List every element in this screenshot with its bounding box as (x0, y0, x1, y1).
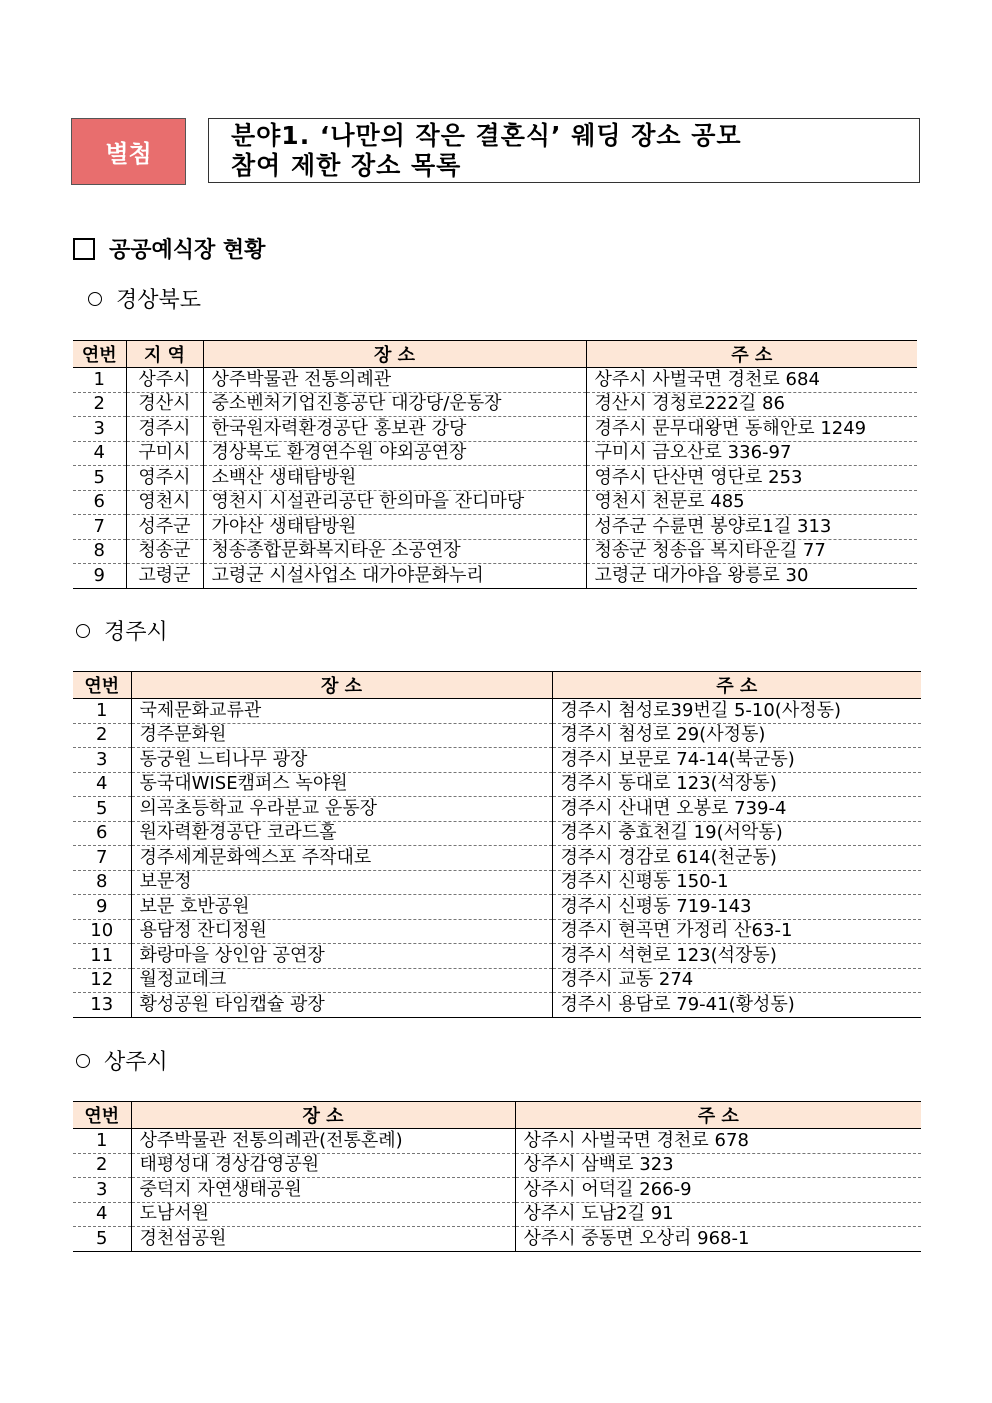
col-header-no: 연번 (73, 1102, 131, 1129)
table-cell: 청송군 청송읍 복지타운길 77 (586, 539, 917, 564)
table-cell: 경주시 신평동 150-1 (552, 870, 921, 895)
table-cell: 상주시 중동면 오상리 968-1 (515, 1227, 921, 1252)
table-cell: 원자력환경공단 코라드홀 (131, 821, 552, 846)
table-cell: 보문정 (131, 870, 552, 895)
circle-bullet-icon (88, 292, 102, 306)
table-cell: 영주시 단산면 영단로 253 (586, 466, 917, 491)
table-row (73, 1178, 921, 1203)
table-cell: 가야산 생태탐방원 (203, 515, 586, 540)
subheading-gyeongbuk (88, 283, 201, 314)
subheading-label: 경주시 (104, 620, 168, 645)
col-header-address: 주 소 (552, 672, 921, 699)
table-row (73, 870, 921, 895)
table-cell: 고령군 (126, 564, 203, 589)
table-cell: 상주시 사벌국면 경천로 678 (515, 1129, 921, 1154)
table-row (73, 993, 921, 1018)
table-cell: 경주시 신평동 719-143 (552, 895, 921, 920)
attachment-badge: 별첨 (71, 118, 186, 185)
table-cell: 10 (73, 919, 131, 944)
table-cell: 경주시 용담로 79-41(황성동) (552, 993, 921, 1018)
table-cell: 성주군 (126, 515, 203, 540)
table-row (73, 821, 921, 846)
table-cell: 상주시 (126, 368, 203, 393)
table-cell: 5 (73, 1227, 131, 1252)
table-cell: 3 (73, 1178, 131, 1203)
table-cell: 월정교데크 (131, 968, 552, 993)
col-header-no: 연번 (73, 672, 131, 699)
table-cell: 13 (73, 993, 131, 1018)
table-cell: 경산시 (126, 392, 203, 417)
table-cell: 8 (73, 539, 126, 564)
table-cell: 영천시 시설관리공단 한의마을 잔디마당 (203, 490, 586, 515)
table-cell: 청송종합문화복지타운 소공연장 (203, 539, 586, 564)
table-row (73, 699, 921, 724)
table-cell: 11 (73, 944, 131, 969)
col-header-place: 장 소 (203, 341, 586, 368)
sangju-table-body (73, 1129, 921, 1252)
table-cell: 5 (73, 797, 131, 822)
col-header-place: 장 소 (131, 1102, 515, 1129)
table-cell: 상주시 사벌국면 경천로 684 (586, 368, 917, 393)
table-cell: 구미시 금오산로 336-97 (586, 441, 917, 466)
table-row (73, 466, 917, 491)
table-cell: 상주시 도남2길 91 (515, 1202, 921, 1227)
table-cell: 경주시 현곡면 가정리 산63-1 (552, 919, 921, 944)
table-cell: 상주박물관 전통의례관(전통혼례) (131, 1129, 515, 1154)
table-cell: 4 (73, 441, 126, 466)
table-cell: 상주박물관 전통의례관 (203, 368, 586, 393)
gyeongbuk-table (73, 340, 917, 589)
gyeongju-table-body (73, 699, 921, 1018)
table-cell: 경주시 경감로 614(천군동) (552, 846, 921, 871)
table-cell: 경천섬공원 (131, 1227, 515, 1252)
gyeongju-table (73, 671, 921, 1018)
circle-bullet-icon (76, 1054, 90, 1068)
table-cell: 경주시 충효천길 19(서악동) (552, 821, 921, 846)
table-cell: 6 (73, 821, 131, 846)
table-cell: 용담정 잔디정원 (131, 919, 552, 944)
table-cell: 9 (73, 564, 126, 589)
table-cell: 황성공원 타임캡슐 광장 (131, 993, 552, 1018)
table-cell: 경주시 첨성로 29(사정동) (552, 723, 921, 748)
table-cell: 동궁원 느티나무 광장 (131, 748, 552, 773)
circle-bullet-icon (76, 624, 90, 638)
table-cell: 3 (73, 748, 131, 773)
table-cell: 구미시 (126, 441, 203, 466)
table-cell: 청송군 (126, 539, 203, 564)
table-cell: 2 (73, 392, 126, 417)
table-cell: 12 (73, 968, 131, 993)
table-cell: 경주문화원 (131, 723, 552, 748)
table-cell: 화랑마을 상인암 공연장 (131, 944, 552, 969)
table-row (73, 944, 921, 969)
table-cell: 경주시 첨성로39번길 5-10(사정동) (552, 699, 921, 724)
subheading-sangju (76, 1045, 168, 1076)
table-row (73, 772, 921, 797)
table-cell: 상주시 삼백로 323 (515, 1153, 921, 1178)
table-cell: 경주시 보문로 74-14(북군동) (552, 748, 921, 773)
title-line-1: 분야1. ‘나만의 작은 결혼식’ 웨딩 장소 공모 (231, 121, 742, 150)
table-cell: 경주시 교동 274 (552, 968, 921, 993)
table-cell: 4 (73, 772, 131, 797)
section-heading (73, 233, 265, 264)
table-cell: 경주시 석현로 123(석장동) (552, 944, 921, 969)
table-cell: 고령군 시설사업소 대가야문화누리 (203, 564, 586, 589)
col-header-region: 지 역 (126, 341, 203, 368)
table-cell: 중덕지 자연생태공원 (131, 1178, 515, 1203)
table-cell: 경주시 (126, 417, 203, 442)
table-cell: 4 (73, 1202, 131, 1227)
table-row (73, 490, 917, 515)
table-cell: 7 (73, 846, 131, 871)
table-cell: 경주세계문화엑스포 주작대로 (131, 846, 552, 871)
title-line-2: 참여 제한 장소 목록 (231, 151, 462, 180)
table-row (73, 895, 921, 920)
table-cell: 보문 호반공원 (131, 895, 552, 920)
table-cell: 경주시 동대로 123(석장동) (552, 772, 921, 797)
table-cell: 영천시 (126, 490, 203, 515)
table-row (73, 539, 917, 564)
table-cell: 성주군 수륜면 봉양로1길 313 (586, 515, 917, 540)
table-cell: 2 (73, 723, 131, 748)
table-cell: 상주시 어덕길 266-9 (515, 1178, 921, 1203)
table-row (73, 723, 921, 748)
checkbox-icon (73, 238, 95, 260)
table-cell: 도남서원 (131, 1202, 515, 1227)
table-cell: 동국대WISE캠퍼스 녹야원 (131, 772, 552, 797)
table-row (73, 417, 917, 442)
table-cell: 영천시 천문로 485 (586, 490, 917, 515)
table-cell: 5 (73, 466, 126, 491)
table-cell: 의곡초등학교 우라분교 운동장 (131, 797, 552, 822)
table-row (73, 564, 917, 589)
table-row (73, 797, 921, 822)
table-header-row (73, 672, 921, 699)
subheading-label: 경상북도 (116, 288, 202, 313)
table-cell: 고령군 대가야읍 왕릉로 30 (586, 564, 917, 589)
table-cell: 1 (73, 1129, 131, 1154)
table-row (73, 441, 917, 466)
col-header-place: 장 소 (131, 672, 552, 699)
gyeongbuk-table-body (73, 368, 917, 589)
table-row (73, 1153, 921, 1178)
document-title-box (208, 118, 920, 183)
table-row (73, 368, 917, 393)
table-cell: 소백산 생태탐방원 (203, 466, 586, 491)
table-row (73, 846, 921, 871)
col-header-address: 주 소 (515, 1102, 921, 1129)
table-cell: 1 (73, 368, 126, 393)
col-header-no: 연번 (73, 341, 126, 368)
table-cell: 경주시 산내면 오봉로 739-4 (552, 797, 921, 822)
sangju-table (73, 1101, 921, 1252)
table-row (73, 748, 921, 773)
subheading-label: 상주시 (104, 1050, 168, 1075)
table-cell: 경상북도 환경연수원 야외공연장 (203, 441, 586, 466)
table-row (73, 968, 921, 993)
table-cell: 3 (73, 417, 126, 442)
table-cell: 8 (73, 870, 131, 895)
table-row (73, 1129, 921, 1154)
table-cell: 6 (73, 490, 126, 515)
section-title: 공공예식장 현황 (109, 237, 266, 263)
table-row (73, 515, 917, 540)
col-header-address: 주 소 (586, 341, 917, 368)
table-header-row (73, 341, 917, 368)
table-cell: 경주시 문무대왕면 동해안로 1249 (586, 417, 917, 442)
table-row (73, 392, 917, 417)
table-cell: 영주시 (126, 466, 203, 491)
table-cell: 7 (73, 515, 126, 540)
table-cell: 2 (73, 1153, 131, 1178)
table-cell: 국제문화교류관 (131, 699, 552, 724)
table-cell: 9 (73, 895, 131, 920)
table-row (73, 919, 921, 944)
table-cell: 경산시 경청로222길 86 (586, 392, 917, 417)
table-cell: 태평성대 경상감영공원 (131, 1153, 515, 1178)
table-row (73, 1227, 921, 1252)
table-cell: 중소벤처기업진흥공단 대강당/운동장 (203, 392, 586, 417)
table-cell: 1 (73, 699, 131, 724)
table-cell: 한국원자력환경공단 홍보관 강당 (203, 417, 586, 442)
table-row (73, 1202, 921, 1227)
subheading-gyeongju (76, 615, 168, 646)
table-header-row (73, 1102, 921, 1129)
